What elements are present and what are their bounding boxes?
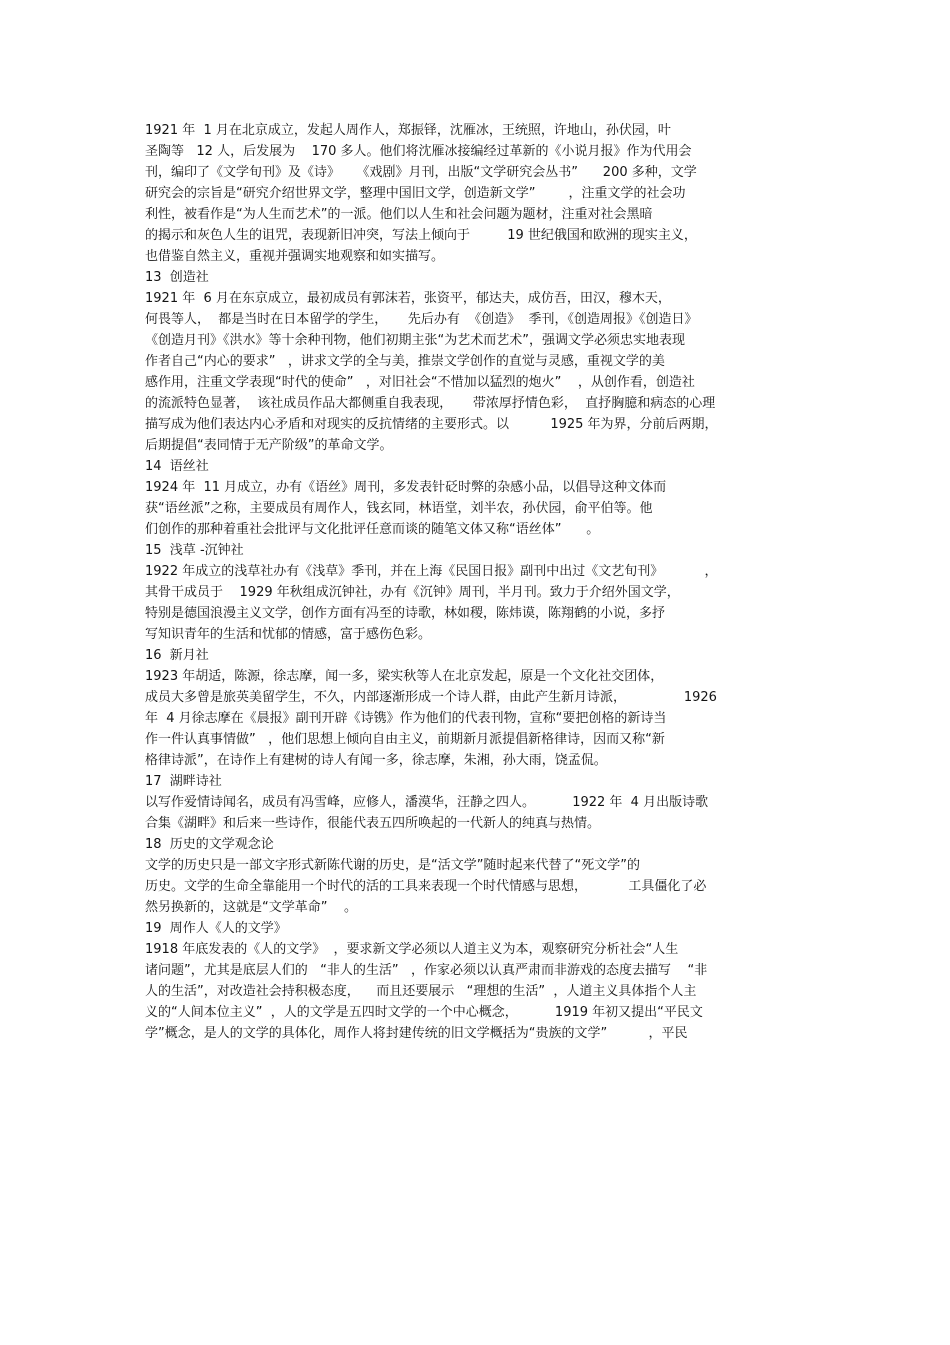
text-line: 以写作爱情诗闻名，成员有冯雪峰，应修人，潘漠华，汪静之四人。 1922 年 4 月出版诗歌 (145, 795, 709, 810)
text-line: 也借鉴自然主义，重视并强调实地观察和如实描写。 (145, 249, 445, 264)
text-line: 1918 年底发表的《人的文学》 ，要求新文学必须以人道主义为本，观察研究分析社会“人生 (145, 942, 679, 957)
text-line: 感作用，注重文学表现“时代的使命” ，对旧社会“不惜加以猛烈的炮火” ，从创作看，创造社 (145, 375, 695, 390)
section-heading: 18 历史的文学观念论 (145, 837, 274, 852)
section-heading: 17 湖畔诗社 (145, 774, 222, 789)
text-line: 1921 年 6 月在东京成立，最初成员有郭沫若，张资平，郁达夫，成仿吾，田汉，穆木天， (145, 291, 671, 306)
text-line: 1923 年胡适，陈源，徐志摩，闻一多，梁实秋等人在北京发起，原是一个文化社交团体， (145, 669, 664, 684)
text-line: 义的“人间本位主义” ，人的文学是五四时文学的一个中心概念， 1919 年初又提出“平民文 (145, 1005, 703, 1020)
section-heading: 15 浅草 -沉钟社 (145, 543, 244, 558)
text-line: 特别是德国浪漫主义文学，创作方面有冯至的诗歌，林如稷，陈炜谟，陈翔鹤的小说，多抒 (145, 606, 666, 621)
text-line: 们创作的那种着重社会批评与文化批评任意而谈的随笔文体又称“语丝体” 。 (145, 522, 600, 537)
text-line: 格律诗派”，在诗作上有建树的诗人有闻一多，徐志摩，朱湘，孙大雨，饶孟侃。 (145, 753, 607, 768)
text-line: 《创造月刊》《洪水》等十余种刊物，他们初期主张“为艺术而艺术”，强调文学必须忠实地表现 (145, 333, 685, 348)
text-line: 诸问题”，尤其是底层人们的 “非人的生活” ，作家必须以认真严肃而非游戏的态度去描写 “非 (145, 963, 708, 978)
text-line: 年 4 月徐志摩在《晨报》副刊开辟《诗镌》作为他们的代表刊物，宣称“要把创格的新诗当 (145, 711, 667, 726)
text-line: 学”概念，是人的文学的具体化，周作人将封建传统的旧文学概括为“贵族的文学” ，平民 (145, 1026, 688, 1041)
text-line: 圣陶等 12 人，后发展为 170 多人。他们将沈雁冰接编经过革新的《小说月报》作为代用会 (145, 144, 692, 159)
text-line: 描写成为他们表达内心矛盾和对现实的反抗情绪的主要形式。以 1925 年为界，分前后两期， (145, 417, 718, 432)
section-heading: 16 新月社 (145, 648, 209, 663)
text-line: 写知识青年的生活和忧郁的情感，富于感伤色彩。 (145, 627, 432, 642)
text-line: 历史。文学的生命全靠能用一个时代的活的工具来表现一个时代情感与思想， 工具僵化了必 (145, 879, 707, 894)
section-heading: 14 语丝社 (145, 459, 209, 474)
text-line: 1924 年 11 月成立，办有《语丝》周刊，多发表针砭时弊的杂感小品，以倡导这种文体而 (145, 480, 667, 495)
text-line: 然另换新的，这就是“文学革命” 。 (145, 900, 357, 915)
text-line: 刊，编印了《文学旬刊》及《诗》 《戏剧》月刊，出版“文学研究会丛书” 200 多种，文学 (145, 165, 697, 180)
text-line: 作一件认真事情做” ，他们思想上倾向自由主义，前期新月派提倡新格律诗，因而又称“新 (145, 732, 665, 747)
text-line: 合集《湖畔》和后来一些诗作，很能代表五四所唤起的一代新人的纯真与热情。 (145, 816, 601, 831)
text-line: 1921 年 1 月在北京成立，发起人周作人，郑振铎，沈雁冰，王统照，许地山，孙伏园，叶 (145, 123, 671, 138)
text-line: 何畏等人， 都是当时在日本留学的学生， 先后办有 《创造》 季刊，《创造周报》《创造日》 (145, 312, 698, 327)
text-line: 作者自己“内心的要求” ，讲求文学的全与美，推崇文学创作的直觉与灵感，重视文学的美 (145, 354, 665, 369)
text-line: 利性，被看作是“为人生而艺术”的一派。他们以人生和社会问题为题材，注重对社会黑暗 (145, 207, 653, 222)
text-line: 成员大多曾是旅英美留学生，不久，内部逐渐形成一个诗人群，由此产生新月诗派， 1926 (145, 690, 717, 705)
section-heading: 13 创造社 (145, 270, 209, 285)
text-line: 人的生活”，对改造社会持积极态度， 而且还要展示 “理想的生活” ，人道主义具体指个人主 (145, 984, 697, 999)
text-line: 的揭示和灰色人生的诅咒，表现新旧冲突，写法上倾向于 19 世纪俄国和欧洲的现实主义， (145, 228, 697, 243)
text-line: 的流派特色显著， 该社成员作品大都侧重自我表现， 带浓厚抒情色彩， 直抒胸臆和病态的心理 (145, 396, 716, 411)
text-line: 研究会的宗旨是“研究介绍世界文学，整理中国旧文学，创造新文学” ，注重文学的社会功 (145, 186, 686, 201)
text-line: 1922 年成立的浅草社办有《浅草》季刊，并在上海《民国日报》副刊中出过《文艺旬刊》 ， (145, 564, 718, 579)
section-heading: 19 周作人《人的文学》 (145, 921, 287, 936)
text-line: 文学的历史只是一部文字形式新陈代谢的历史，是“活文学”随时起来代替了“死文学”的 (145, 858, 640, 873)
text-line: 其骨干成员于 1929 年秋组成沉钟社，办有《沉钟》周刊，半月刊。致力于介绍外国文学， (145, 585, 680, 600)
text-line: 后期提倡“表同情于无产阶级”的革命文学。 (145, 438, 393, 453)
text-line: 获“语丝派”之称，主要成员有周作人，钱玄同，林语堂，刘半农，孙伏园，俞平伯等。他 (145, 501, 653, 516)
